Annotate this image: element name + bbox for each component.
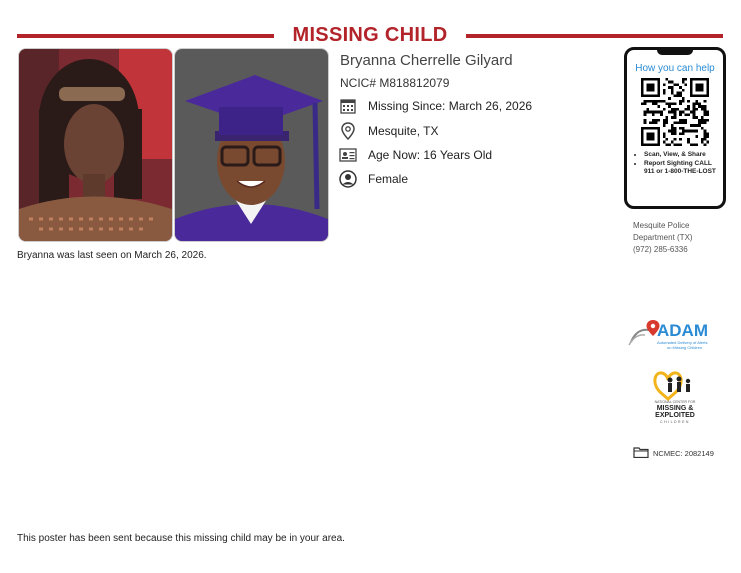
missing-since-row (338, 97, 532, 115)
poster-footer-note: This poster has been sent because this missing child may be in your area. (17, 533, 345, 544)
how-you-can-help-title: How you can help (635, 63, 715, 74)
header-rule-right (466, 34, 723, 38)
age-row (338, 146, 492, 164)
sex-row (338, 170, 408, 188)
ncmec-logo (646, 368, 704, 428)
folder-icon (633, 446, 649, 460)
child-photo-graduation (174, 48, 329, 242)
ncmec-line-4: CHILDREN (660, 420, 690, 424)
help-item-report: • Report Sighting CALL 911 or 1-800-THE-LOST (644, 160, 722, 177)
help-list (631, 151, 722, 177)
agency-name-line1: Mesquite Police (633, 221, 690, 230)
ncmec-case-id: NCMEC: 2082149 (653, 448, 714, 458)
adam-word: ADAM (657, 321, 708, 340)
ncmec-line-1: NATIONAL CENTER FOR (654, 400, 696, 404)
poster-title: MISSING CHILD (292, 24, 448, 46)
ncmec-case-id-row (633, 446, 714, 460)
age-now: Age Now: 16 Years Old (368, 148, 493, 162)
last-seen-caption: Bryanna was last seen on March 26, 2026. (17, 250, 207, 261)
adam-program-logo (627, 318, 721, 354)
id-card-icon (338, 146, 358, 164)
help-item-share: • Scan, View, & Share (644, 151, 722, 160)
location-pin-icon (338, 122, 358, 140)
help-phone-panel (624, 47, 726, 209)
ncmec-line-3: EXPLOITED (655, 412, 695, 419)
missing-since: Missing Since: March 26, 2026 (368, 99, 533, 113)
child-name: Bryanna Cherrelle Gilyard (340, 52, 513, 69)
calendar-icon (338, 97, 358, 115)
person-icon (338, 170, 358, 188)
sex: Female (368, 172, 409, 186)
header-rule-left (17, 34, 274, 38)
qr-code[interactable] (641, 78, 709, 146)
location-row (338, 122, 438, 140)
adam-tagline-2: on Missing Children (667, 345, 703, 350)
agency-name-line2: Department (TX) (633, 233, 693, 242)
agency-contact (633, 220, 693, 256)
agency-phone: (972) 285-6336 (633, 245, 688, 254)
phone-notch (657, 49, 693, 55)
location: Mesquite, TX (368, 124, 439, 138)
child-photo-portrait (18, 48, 173, 242)
ncmec-line-2: MISSING & (656, 405, 694, 412)
ncic-number: NCIC# M818812079 (340, 76, 450, 90)
adam-tagline-1: Automated Delivery of Alerts (657, 340, 708, 345)
